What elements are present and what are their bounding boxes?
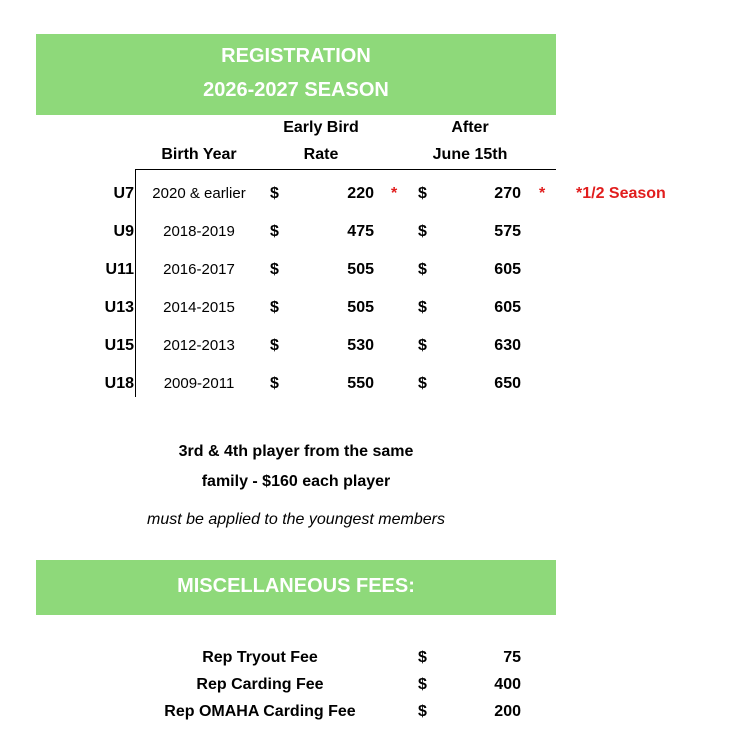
table-row (0, 251, 730, 289)
currency-symbol: $ (418, 375, 427, 392)
fee-row (0, 698, 730, 725)
currency-symbol: $ (270, 223, 279, 240)
half-season-note: *1/2 Season (576, 185, 666, 202)
header-birth-year: Birth Year (161, 146, 237, 163)
currency-symbol: $ (418, 676, 427, 693)
registration-title: REGISTRATION (221, 45, 371, 67)
header-after-line1: After (451, 119, 489, 136)
fee-label: Rep Carding Fee (196, 676, 324, 693)
after-rate: 630 (494, 337, 521, 354)
header-early-bird-line2: Rate (303, 146, 339, 163)
fee-amount: 400 (494, 676, 521, 693)
birth-year: 2014-2015 (163, 299, 235, 316)
birth-year: 2009-2011 (163, 375, 235, 392)
early-bird-rate: 475 (347, 223, 374, 240)
division-code: U7 (113, 185, 134, 202)
division-code: U15 (104, 337, 134, 354)
table-row (0, 213, 730, 251)
asterisk-mark: * (539, 185, 546, 202)
early-bird-rate: 220 (347, 185, 374, 202)
currency-symbol: $ (270, 375, 279, 392)
after-rate: 270 (494, 185, 521, 202)
division-code: U9 (113, 223, 134, 240)
misc-fees-banner (36, 560, 556, 615)
fee-row (0, 644, 730, 671)
asterisk-mark: * (391, 185, 398, 202)
fee-amount: 200 (494, 703, 521, 720)
after-rate: 605 (494, 299, 521, 316)
currency-symbol: $ (418, 223, 427, 240)
early-bird-rate: 530 (347, 337, 374, 354)
table-row (0, 365, 730, 403)
early-bird-rate: 505 (347, 261, 374, 278)
after-rate: 605 (494, 261, 521, 278)
division-code: U18 (104, 375, 134, 392)
header-early-bird-line1: Early Bird (283, 119, 359, 136)
fee-label: Rep Tryout Fee (202, 649, 318, 666)
after-rate: 575 (494, 223, 521, 240)
birth-year: 2016-2017 (163, 261, 235, 278)
currency-symbol: $ (270, 261, 279, 278)
table-row (0, 327, 730, 365)
division-code: U11 (105, 261, 134, 278)
currency-symbol: $ (418, 185, 427, 202)
early-bird-rate: 550 (347, 375, 374, 392)
currency-symbol: $ (418, 649, 427, 666)
family-discount-note: must be applied to the youngest members (147, 511, 445, 528)
early-bird-rate: 505 (347, 299, 374, 316)
header-divider-line (135, 169, 556, 170)
division-code: U13 (104, 299, 134, 316)
birth-year: 2012-2013 (163, 337, 235, 354)
registration-banner (36, 34, 556, 115)
currency-symbol: $ (418, 703, 427, 720)
currency-symbol: $ (418, 299, 427, 316)
table-row (0, 175, 730, 213)
currency-symbol: $ (418, 261, 427, 278)
fee-amount: 75 (503, 649, 521, 666)
currency-symbol: $ (418, 337, 427, 354)
season-title: 2026-2027 SEASON (203, 79, 389, 101)
misc-fees-title: MISCELLANEOUS FEES: (177, 575, 415, 597)
family-discount-line1: 3rd & 4th player from the same (178, 443, 414, 460)
after-rate: 650 (494, 375, 521, 392)
birth-year: 2020 & earlier (152, 185, 246, 202)
birth-year: 2018-2019 (163, 223, 235, 240)
currency-symbol: $ (270, 185, 279, 202)
currency-symbol: $ (270, 299, 279, 316)
currency-symbol: $ (270, 337, 279, 354)
fee-label: Rep OMAHA Carding Fee (164, 703, 356, 720)
table-row (0, 289, 730, 327)
fee-row (0, 671, 730, 698)
header-after-line2: June 15th (432, 146, 508, 163)
family-discount-line2: family - $160 each player (201, 473, 391, 490)
